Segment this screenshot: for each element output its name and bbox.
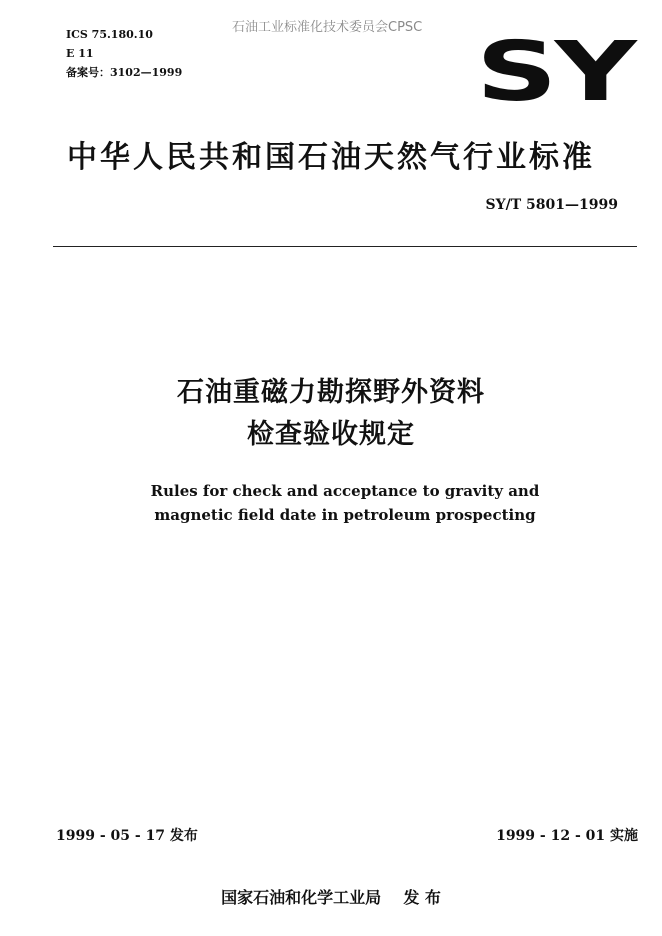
issue-date: 1999 - 05 - 17 发布 bbox=[56, 828, 198, 844]
chinese-title-line-2: 检查验收规定 bbox=[247, 419, 415, 450]
issuing-authority: 国家石油和化学工业局 发 布 bbox=[221, 888, 441, 907]
header-divider bbox=[53, 246, 637, 247]
watermark: 石油工业标准化技术委员会CPSC bbox=[232, 20, 423, 35]
ics-code: ICS 75.180.10 bbox=[66, 28, 153, 41]
chinese-title-line-1: 石油重磁力勘探野外资料 bbox=[177, 377, 485, 408]
standard-number: SY/T 5801—1999 bbox=[485, 197, 618, 213]
standard-category-title: 中华人民共和国石油天然气行业标准 bbox=[67, 140, 595, 175]
record-number: 备案号：3102—1999 bbox=[66, 66, 183, 79]
effective-date: 1999 - 12 - 01 实施 bbox=[496, 828, 638, 844]
sy-logo: SY bbox=[476, 25, 634, 120]
english-title-line-1: Rules for check and acceptance to gravity and bbox=[150, 482, 540, 500]
english-title-line-2: magnetic field date in petroleum prospecting bbox=[154, 506, 536, 524]
classification-code: E 11 bbox=[66, 47, 94, 60]
